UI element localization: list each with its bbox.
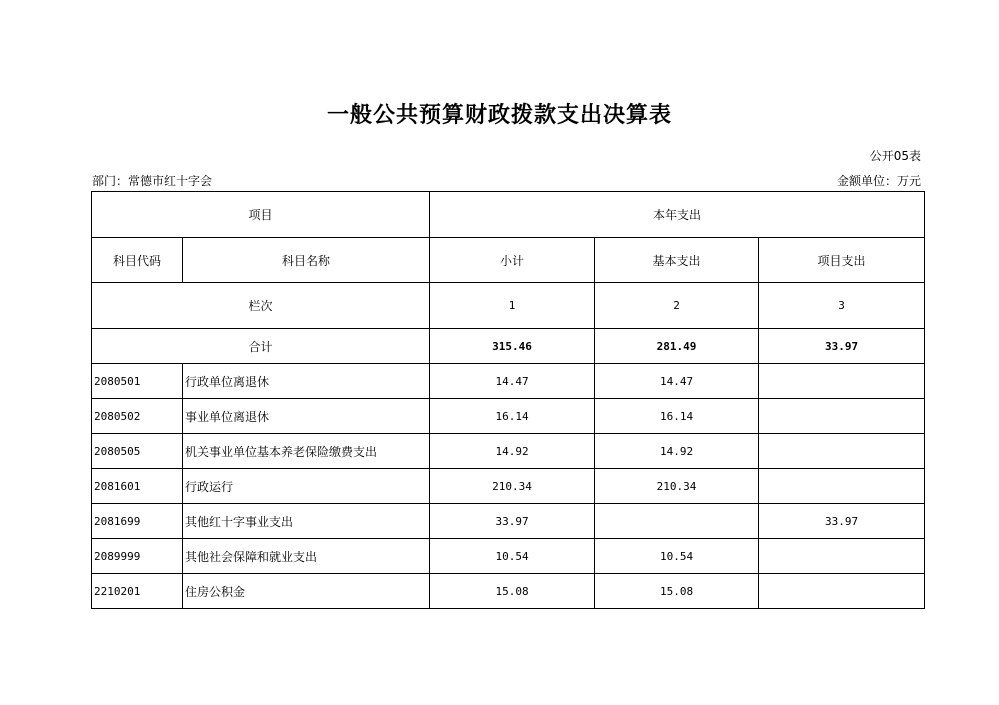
column-number-1: 1 (430, 283, 595, 329)
unit-label: 金额单位：万元 (836, 174, 921, 188)
header-project: 项目支出 (759, 238, 925, 283)
total-project: 33.97 (759, 329, 925, 364)
row-subtotal: 210.34 (430, 469, 595, 504)
row-code: 2081601 (92, 469, 183, 504)
table-row (92, 574, 925, 609)
header-name: 科目名称 (183, 238, 430, 283)
header-row-2 (92, 238, 925, 283)
row-project: 33.97 (759, 504, 925, 539)
row-basic: 10.54 (595, 539, 759, 574)
row-name: 行政单位离退休 (183, 364, 430, 399)
row-project (759, 434, 925, 469)
table-row (92, 504, 925, 539)
row-name: 其他红十字事业支出 (183, 504, 430, 539)
page-title: 一般公共预算财政拨款支出决算表 (326, 103, 672, 128)
row-subtotal: 14.47 (430, 364, 595, 399)
row-basic: 210.34 (595, 469, 759, 504)
row-code: 2080505 (92, 434, 183, 469)
row-code: 2081699 (92, 504, 183, 539)
total-subtotal: 315.46 (430, 329, 595, 364)
header-basic: 基本支出 (595, 238, 759, 283)
row-code: 2210201 (92, 574, 183, 609)
row-name: 事业单位离退休 (183, 399, 430, 434)
row-basic (595, 504, 759, 539)
form-number: 公开05表 (869, 149, 921, 163)
row-subtotal: 16.14 (430, 399, 595, 434)
row-basic: 15.08 (595, 574, 759, 609)
expenditure-table (91, 191, 925, 609)
table-row (92, 539, 925, 574)
column-number-label: 栏次 (92, 283, 430, 329)
row-basic: 16.14 (595, 399, 759, 434)
table-row (92, 434, 925, 469)
total-row (92, 329, 925, 364)
row-code: 2080501 (92, 364, 183, 399)
column-number-2: 2 (595, 283, 759, 329)
row-subtotal: 10.54 (430, 539, 595, 574)
column-number-row (92, 283, 925, 329)
row-code: 2089999 (92, 539, 183, 574)
row-subtotal: 15.08 (430, 574, 595, 609)
row-subtotal: 33.97 (430, 504, 595, 539)
total-basic: 281.49 (595, 329, 759, 364)
header-row-1 (92, 192, 925, 238)
table-row (92, 364, 925, 399)
row-basic: 14.47 (595, 364, 759, 399)
row-project (759, 574, 925, 609)
column-number-3: 3 (759, 283, 925, 329)
header-subtotal: 小计 (430, 238, 595, 283)
table-row (92, 469, 925, 504)
row-name: 其他社会保障和就业支出 (183, 539, 430, 574)
row-project (759, 364, 925, 399)
row-name: 机关事业单位基本养老保险缴费支出 (183, 434, 430, 469)
total-label: 合计 (92, 329, 430, 364)
table-row (92, 399, 925, 434)
row-code: 2080502 (92, 399, 183, 434)
row-project (759, 399, 925, 434)
row-name: 行政运行 (183, 469, 430, 504)
row-project (759, 469, 925, 504)
row-name: 住房公积金 (183, 574, 430, 609)
header-item: 项目 (92, 192, 430, 238)
header-code: 科目代码 (92, 238, 183, 283)
row-project (759, 539, 925, 574)
department-label: 部门：常德市红十字会 (92, 174, 213, 188)
row-basic: 14.92 (595, 434, 759, 469)
row-subtotal: 14.92 (430, 434, 595, 469)
header-current-year: 本年支出 (430, 192, 925, 238)
